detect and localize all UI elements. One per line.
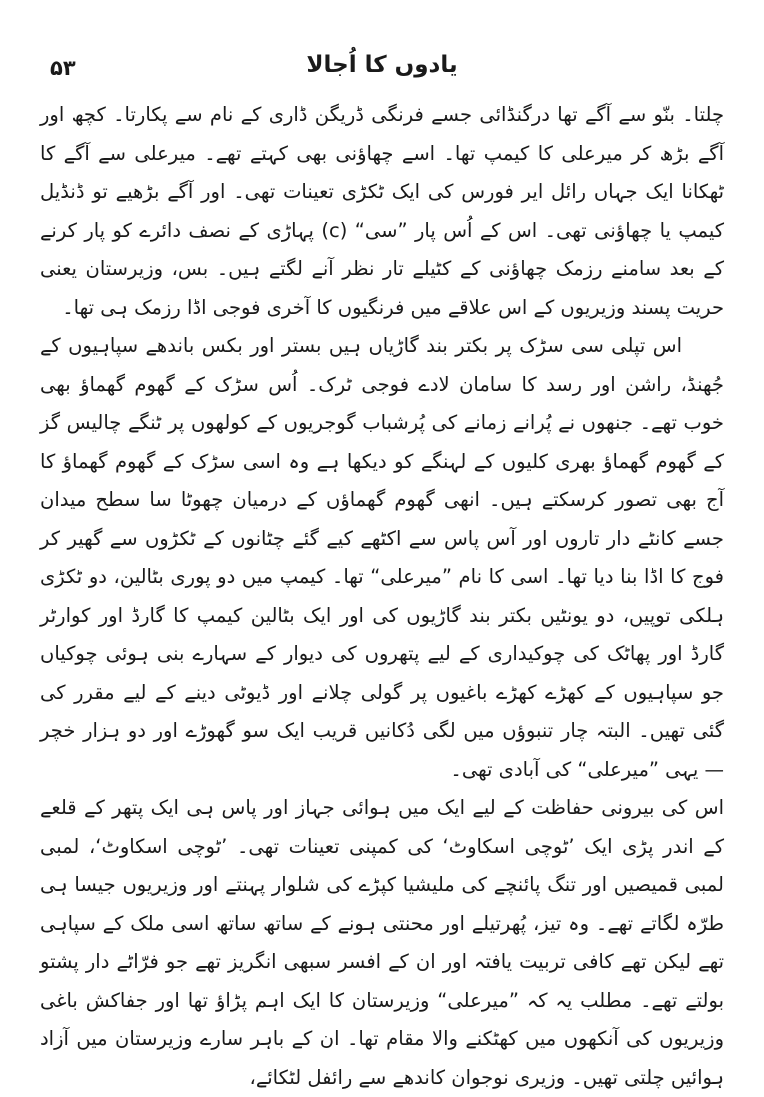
paragraph-1: چلتا۔ بنّو سے آگے تھا درگنڈائی جسے فرنگی ڈریگن ڈاری کے نام سے پکارتا۔ کچھ اور آگے بڑھ کر میرعلی کا کیمپ تھا۔ اسے چھاؤنی بھی کہتے تھے۔ میرعلی سے آگے کا ٹھکانا ایک جہاں رائل ایر فورس کی ایک ٹکڑی تعینات تھی۔ اور آگے بڑھیے تو ڈنڈیل کیمپ یا چھاؤنی تھی۔ اس کے اُس پار ”سی“ (c) پہاڑی کے نصف دائرے کو پار کرنے کے بعد سامنے رزمک چھاؤنی کے کٹیلے تار نظر آنے لگتے ہیں۔ بس، وزیرستان یعنی حریت پسند وزیریوں کے اس علاقے میں فرنگیوں کا آخری فوجی اڈا رزمک ہی تھا۔ xyxy=(40,103,724,319)
paragraph-3: اس کی بیرونی حفاظت کے لیے ایک میں ہوائی جہاز اور پاس ہی ایک پتھر کے قلعے کے اندر پڑی ایک ’ٹوچی اسکاوٹ‘ کی کمپنی تعینات تھی۔ ’ٹوچی اسکاوٹ‘، لمبی لمبی قمیصیں اور تنگ پائنچے کی ملیشیا کپڑے کی شلوار پہنتے اور وزیریوں جیسا ہی طرّہ لگاتے تھے۔ وہ تیز، پُھرتیلے اور محنتی ہونے کے ساتھ ساتھ اسی ملک کے سپاہی تھے لیکن تھے کافی تربیت یافتہ اور ان کے افسر سبھی انگریز تھے جو فرّاٹے دار پشتو بولتے تھے۔ مطلب یہ کہ ”میرعلی“ وزیرستان کا ایک اہم پڑاؤ تھا اور جفاکش باغی وزیریوں کی آنکھوں میں کھٹکنے والا مقام تھا۔ ان کے باہر سارے وزیرستان میں آزاد ہوائیں چلتی تھیں۔ وزیری نوجوان کاندھے سے رائفل لٹکائے، xyxy=(40,796,724,1089)
page-number: ۵۳ xyxy=(50,56,76,80)
running-title: یادوں کا اُجالا xyxy=(306,52,458,78)
body-text xyxy=(40,96,724,1097)
page-header xyxy=(30,52,734,86)
paragraph-2: اس تپلی سی سڑک پر بکتر بند گاڑیاں ہیں بستر اور بکس باندھے سپاہیوں کے جُھنڈ، راشن اور رسد کا سامان لادے فوجی ٹرک۔ اُس سڑک کے گھوم گھماؤ بھی خوب تھے۔ جنھوں نے پُرانے زمانے کی پُرشباب گوجریوں کے کولھوں پر ٹنگے چالیس گز کے گھوم گھماؤ بھری کلیوں کے لہنگے کو دیکھا ہے وہ اسی سڑک کے گھوم گھماؤ کا آج بھی تصور کرسکتے ہیں۔ انھی گھوم گھماؤں کے درمیان چھوٹا سا سطح میدان جسے کانٹے دار تاروں اور آس پاس سے اکٹھے کیے گئے چٹانوں کے ٹکڑوں سے گھیر کر فوج کا اڈا بنا دیا تھا۔ اسی کا نام ”میرعلی“ تھا۔ کیمپ میں دو پوری بٹالین، دو ٹکڑی ہلکی توپیں، دو یونٹیں بکتر بند گاڑیوں کی اور ایک بٹالین کیمپ کا گارڈ اور کوارٹر گارڈ اور پھاٹک کی چوکیداری کے لیے پتھروں کی دیوار کے سہارے بنی ہوئی چوکیاں جو سپاہیوں کے کھڑے کھڑے باغیوں پر گولی چلانے اور ڈیوٹی دینے کے لیے مقرر کی گئی تھیں۔ البتہ چار تنبوؤں میں لگی دُکانیں قریب ایک سو گھوڑے اور دو ہزار خچر — یہی ”میرعلی“ کی آبادی تھی۔ xyxy=(40,334,724,781)
